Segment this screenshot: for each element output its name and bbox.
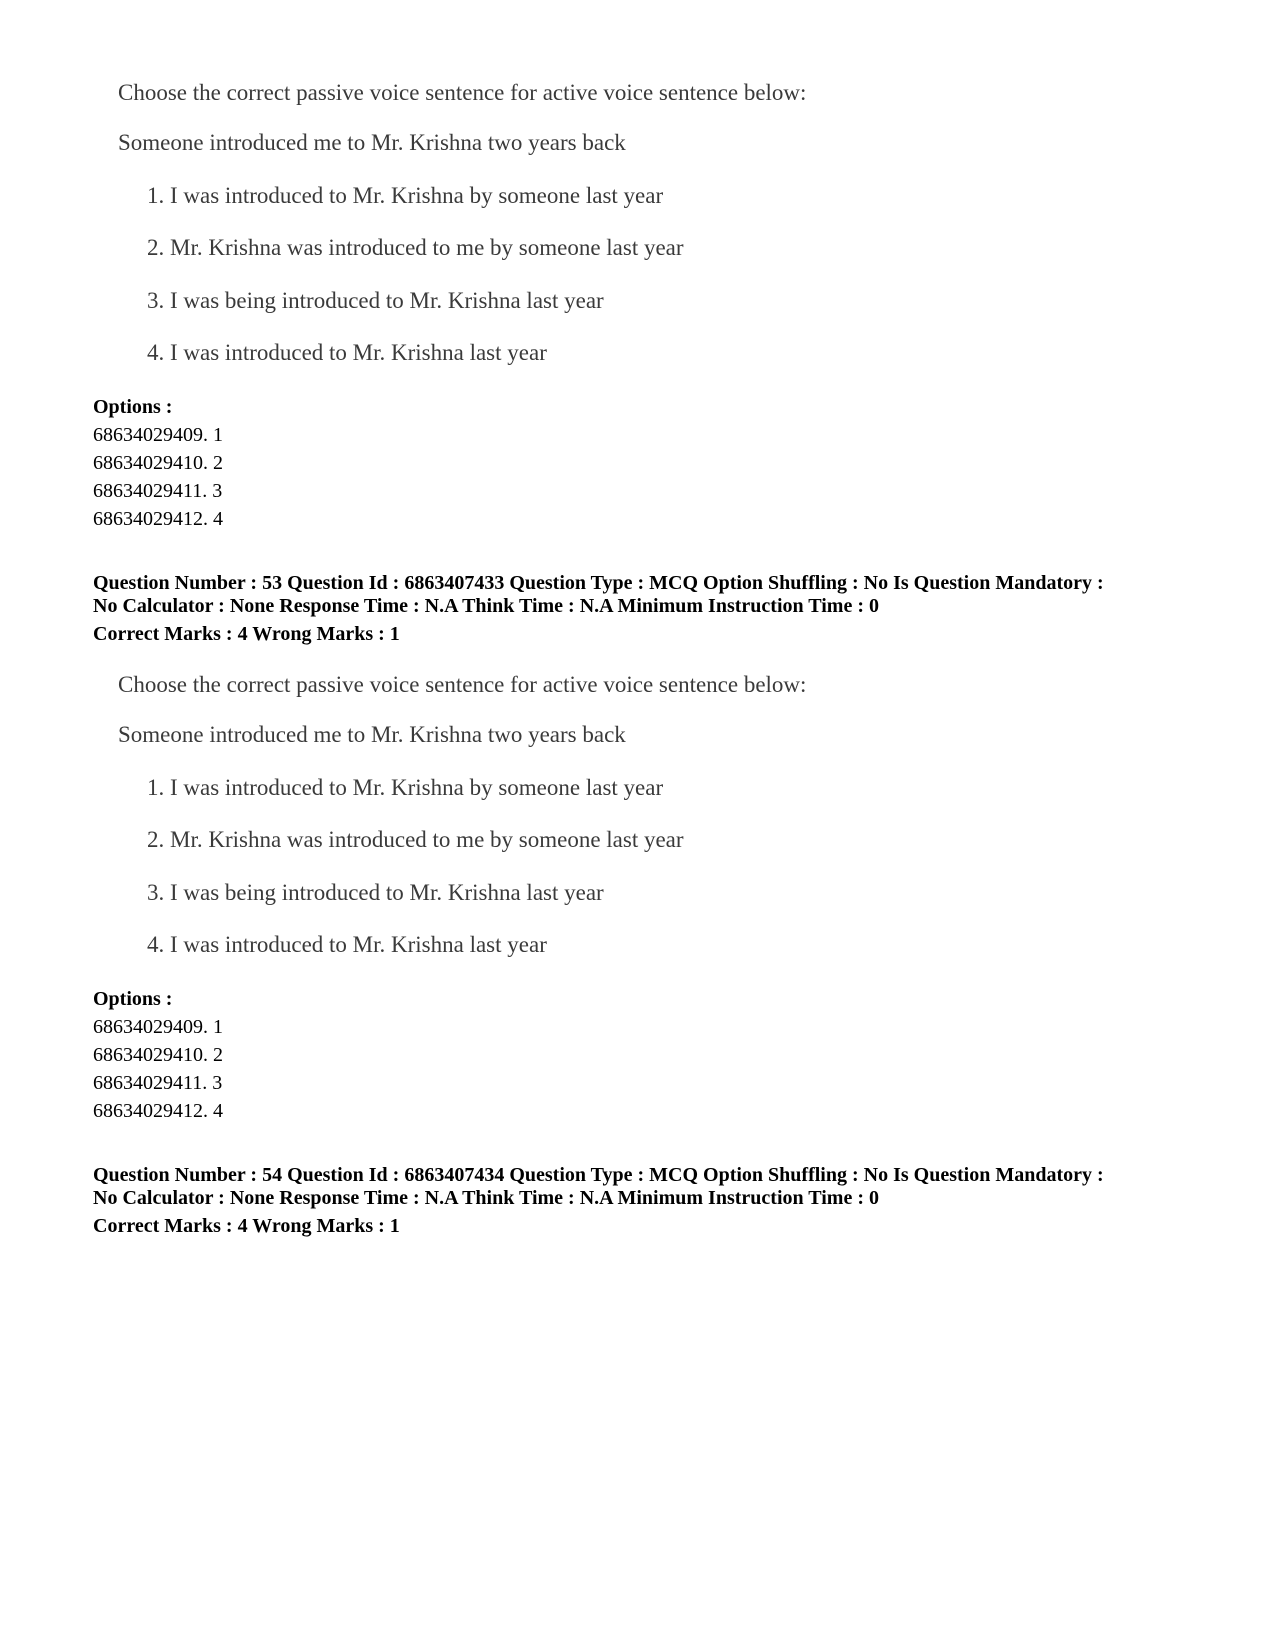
question-choice-4: 4. I was introduced to Mr. Krishna last year xyxy=(147,340,547,365)
question-meta-line1: Question Number : 53 Question Id : 6863407433 Question Type : MCQ Option Shuffling : No Is Question Mandatory : xyxy=(93,572,1104,594)
question-sentence: Someone introduced me to Mr. Krishna two years back xyxy=(118,130,626,155)
option-line: 68634029412. 4 xyxy=(93,1100,223,1122)
question-meta-line2: No Calculator : None Response Time : N.A Think Time : N.A Minimum Instruction Time : 0 xyxy=(93,1187,879,1209)
question-choice-1: 1. I was introduced to Mr. Krishna by someone last year xyxy=(147,183,664,208)
question-meta-line2: No Calculator : None Response Time : N.A Think Time : N.A Minimum Instruction Time : 0 xyxy=(93,595,879,617)
question-choice-3: 3. I was being introduced to Mr. Krishna last year xyxy=(147,880,604,905)
options-label: Options : xyxy=(93,988,173,1010)
question-meta-line1: Question Number : 54 Question Id : 6863407434 Question Type : MCQ Option Shuffling : No Is Question Mandatory : xyxy=(93,1164,1104,1186)
question-choice-4: 4. I was introduced to Mr. Krishna last year xyxy=(147,932,547,957)
option-line: 68634029412. 4 xyxy=(93,508,223,530)
question-marks: Correct Marks : 4 Wrong Marks : 1 xyxy=(93,1215,400,1237)
option-line: 68634029409. 1 xyxy=(93,424,223,446)
option-line: 68634029410. 2 xyxy=(93,1044,223,1066)
options-label: Options : xyxy=(93,396,173,418)
option-line: 68634029411. 3 xyxy=(93,480,223,502)
option-line: 68634029411. 3 xyxy=(93,1072,223,1094)
question-choice-3: 3. I was being introduced to Mr. Krishna last year xyxy=(147,288,604,313)
question-choice-2: 2. Mr. Krishna was introduced to me by someone last year xyxy=(147,235,684,260)
question-choice-2: 2. Mr. Krishna was introduced to me by someone last year xyxy=(147,827,684,852)
question-prompt: Choose the correct passive voice sentence for active voice sentence below: xyxy=(118,80,807,105)
question-choice-1: 1. I was introduced to Mr. Krishna by someone last year xyxy=(147,775,664,800)
option-line: 68634029410. 2 xyxy=(93,452,223,474)
option-line: 68634029409. 1 xyxy=(93,1016,223,1038)
question-marks: Correct Marks : 4 Wrong Marks : 1 xyxy=(93,623,400,645)
question-sentence: Someone introduced me to Mr. Krishna two years back xyxy=(118,722,626,747)
question-prompt: Choose the correct passive voice sentence for active voice sentence below: xyxy=(118,672,807,697)
